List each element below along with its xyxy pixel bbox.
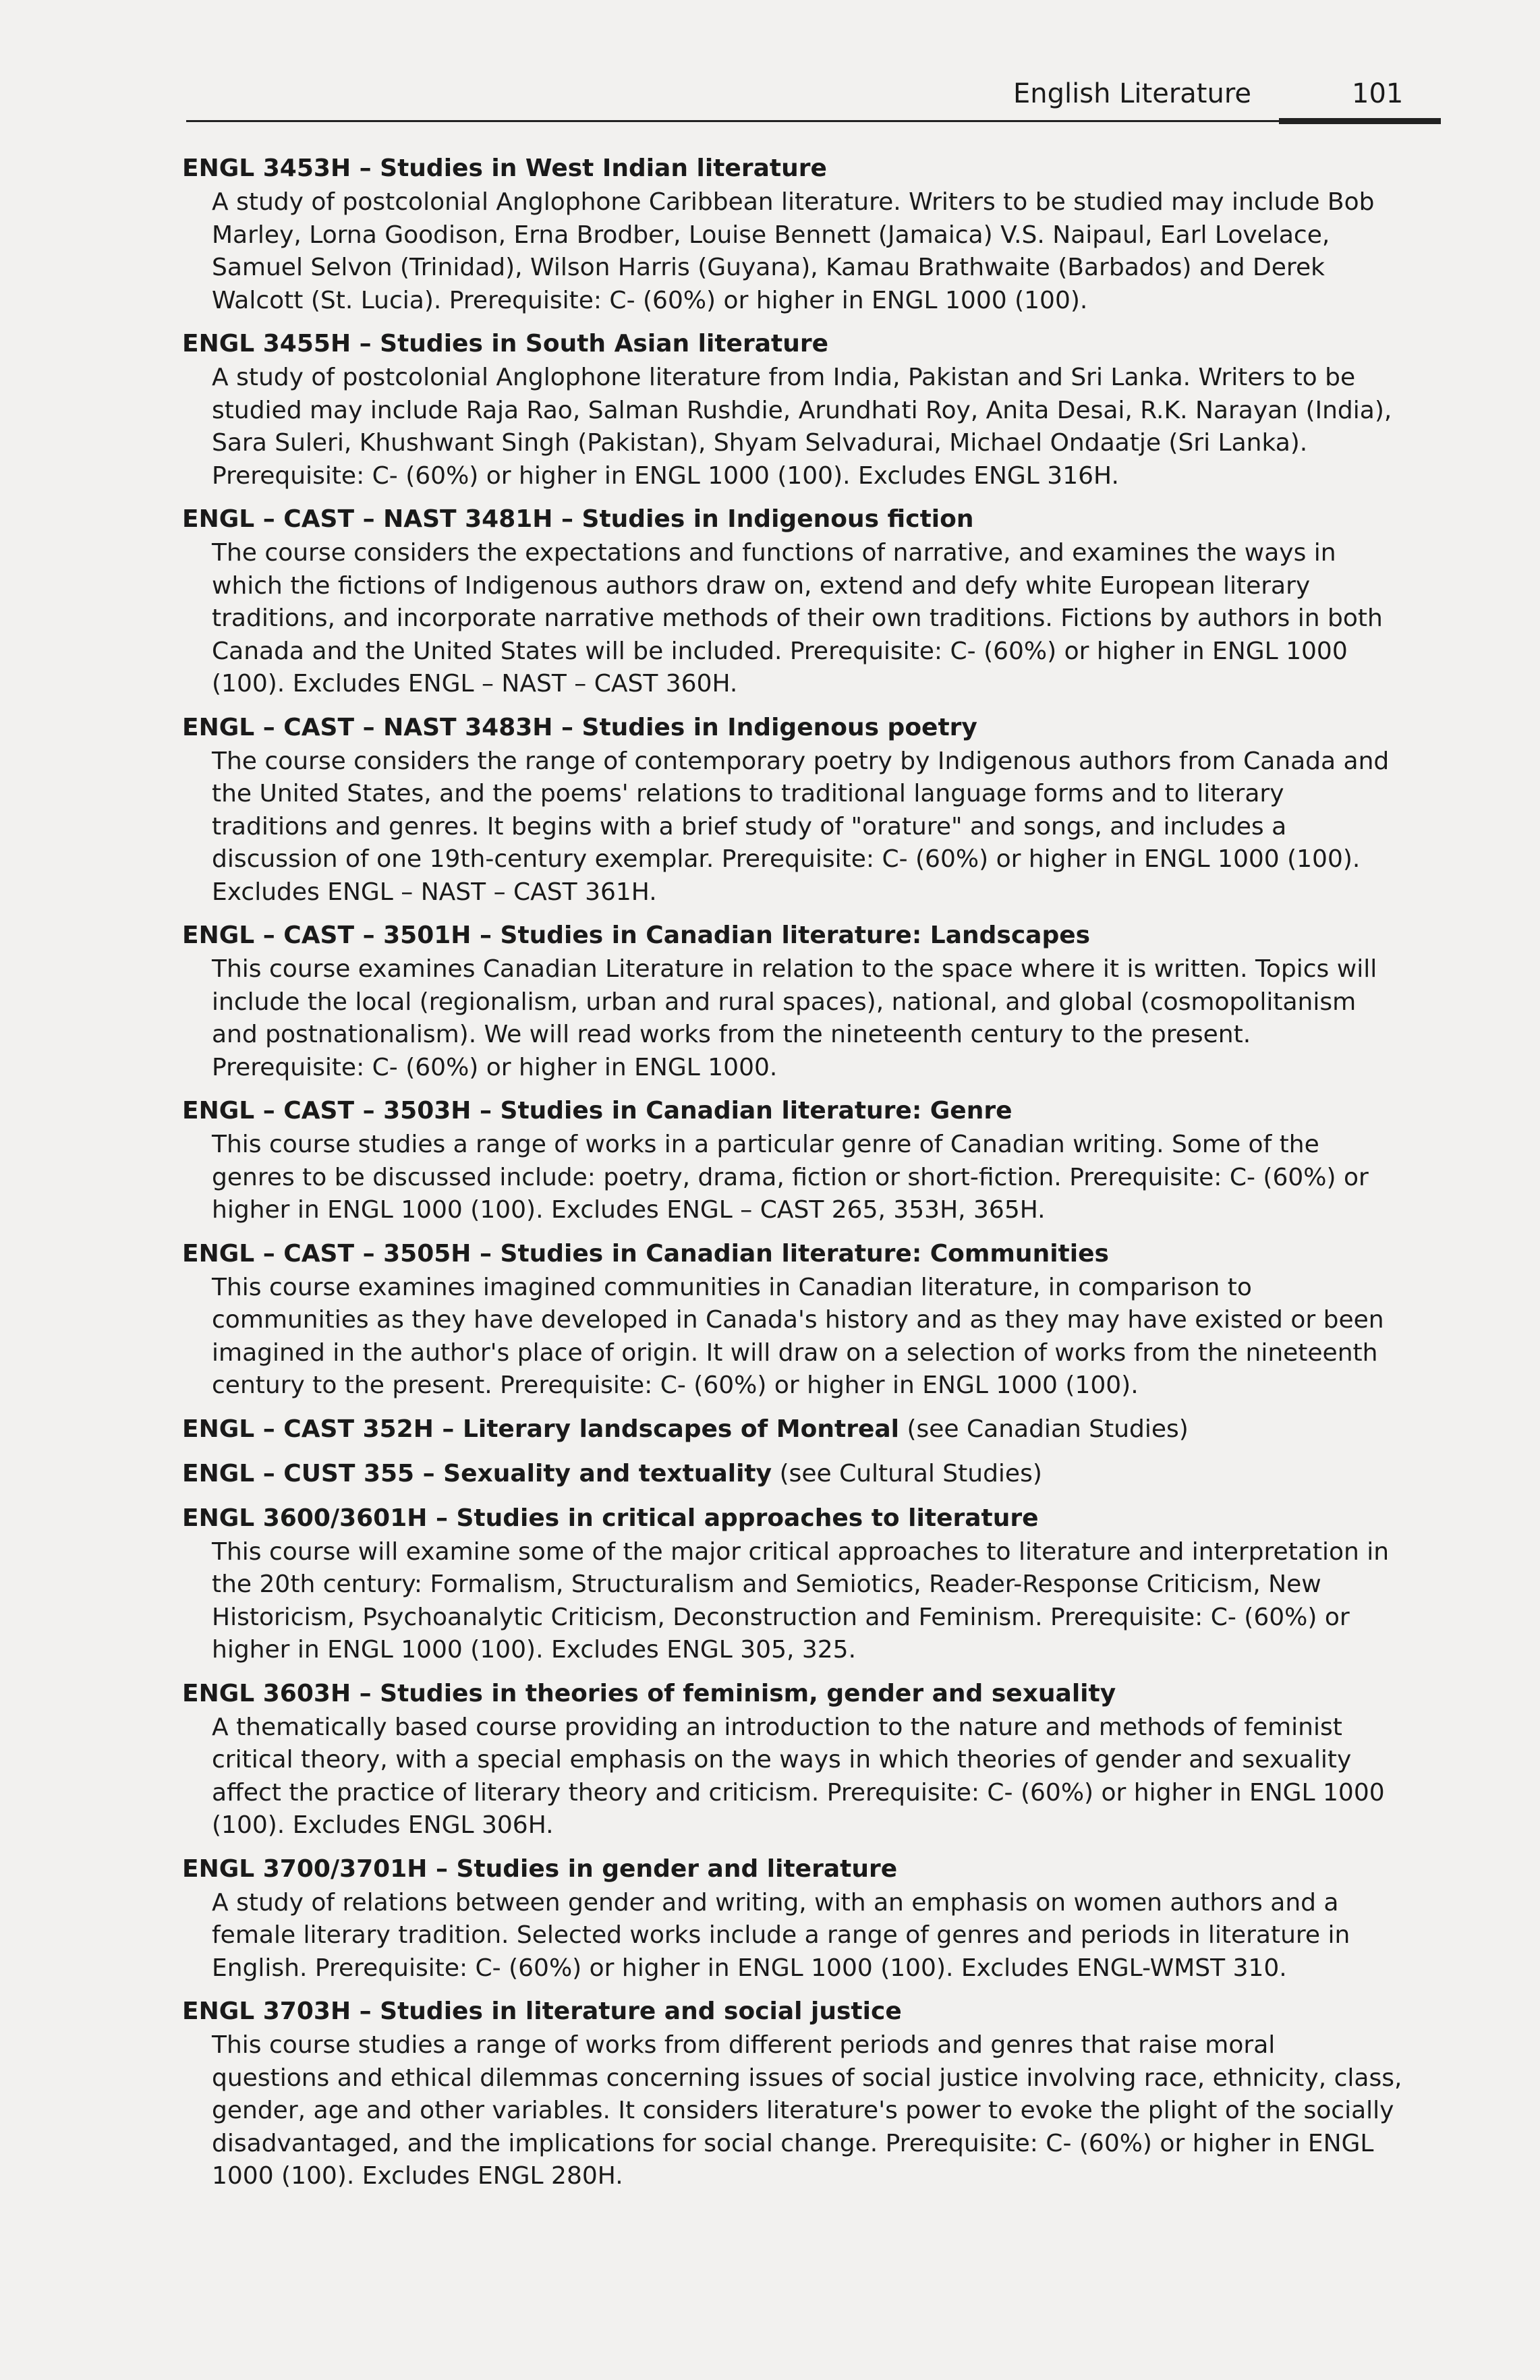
description-line: A study of postcolonial Anglophone Caribbean literature. Writers to be studied may include Bob: [212, 188, 1375, 216]
description-line: The course considers the expectations and functions of narrative, and examines the ways in: [212, 539, 1336, 567]
description-line: A study of relations between gender and writing, with an emphasis on women authors and a: [212, 1888, 1339, 1917]
course-entry: [182, 1094, 1437, 1227]
heading-separator: –: [552, 713, 582, 741]
course-code: ENGL 3600/3601H: [182, 1504, 428, 1532]
course-entry: [182, 327, 1437, 492]
course-entry: [182, 502, 1437, 701]
description-line: imagined in the author's place of origin. It will draw on a selection of works from the nineteenth: [212, 1338, 1378, 1367]
course-code: ENGL 3455H: [182, 330, 351, 358]
course-description: [212, 953, 1437, 1084]
description-line: traditions and genres. It begins with a brief study of "orature" and songs, and includes a: [212, 812, 1287, 841]
heading-separator: –: [471, 922, 501, 949]
description-line: Walcott (St. Lucia). Prerequisite: C- (60%) or higher in ENGL 1000 (100).: [212, 286, 1088, 314]
course-crossref-note: (see Canadian Studies): [907, 1415, 1189, 1443]
description-line: This course examines imagined communities in Canadian literature, in comparison to: [212, 1273, 1252, 1301]
description-line: disadvantaged, and the implications for social change. Prerequisite: C- (60%) or higher in ENGL: [212, 2129, 1374, 2157]
course-description: [212, 2029, 1437, 2193]
description-line: higher in ENGL 1000 (100). Excludes ENGL 305, 325.: [212, 1636, 857, 1664]
page-number: 101: [1352, 78, 1404, 109]
course-code: ENGL 3603H: [182, 1679, 351, 1707]
course-heading: [182, 151, 1437, 186]
course-heading: [182, 1852, 1437, 1887]
description-line: This course studies a range of works from different periods and genres that raise moral: [212, 2031, 1276, 2059]
course-name: Literary landscapes of Montreal: [462, 1415, 900, 1443]
description-line: discussion of one 19th-century exemplar. Prerequisite: C- (60%) or higher in ENGL 1000 (100).: [212, 845, 1361, 873]
description-line: century to the present. Prerequisite: C- (60%) or higher in ENGL 1000 (100).: [212, 1371, 1139, 1399]
header-rule: [186, 120, 1441, 122]
description-line: Sara Suleri, Khushwant Singh (Pakistan), Shyam Selvadurai, Michael Ondaatje (Sri Lanka).: [212, 429, 1308, 457]
heading-separator: –: [427, 1854, 457, 1883]
description-line: communities as they have developed in Canada's history and as they may have existed or been: [212, 1306, 1384, 1334]
course-description: [212, 1887, 1437, 1985]
course-entry: [182, 1994, 1437, 2193]
description-line: questions and ethical dilemmas concerning issues of social justice involving race, ethnicity, class,: [212, 2064, 1402, 2092]
course-entry: [182, 1501, 1437, 1667]
course-entry: [182, 1412, 1437, 1447]
description-line: 1000 (100). Excludes ENGL 280H.: [212, 2162, 623, 2190]
course-entry: [182, 151, 1437, 317]
heading-separator: –: [351, 1679, 380, 1707]
course-entry: [182, 1237, 1437, 1402]
heading-separator: –: [471, 1239, 501, 1268]
course-code: ENGL 3703H: [182, 1998, 351, 2025]
description-line: (100). Excludes ENGL – NAST – CAST 360H.: [212, 670, 738, 698]
course-code: ENGL 3453H: [182, 154, 351, 182]
course-entry: [182, 1852, 1437, 1985]
course-name: Studies in theories of feminism, gender and sexuality: [380, 1679, 1116, 1707]
header-rule-accent: [1279, 118, 1441, 124]
description-line: This course studies a range of works in a particular genre of Canadian writing. Some of the: [212, 1131, 1319, 1158]
course-crossref-note: (see Cultural Studies): [779, 1459, 1042, 1488]
course-heading: [182, 1501, 1437, 1536]
course-name: Studies in gender and literature: [456, 1854, 898, 1883]
description-line: (100). Excludes ENGL 306H.: [212, 1811, 554, 1839]
course-name: Studies in South Asian literature: [380, 330, 829, 358]
description-line: Prerequisite: C- (60%) or higher in ENGL 1000 (100). Excludes ENGL 316H.: [212, 461, 1119, 490]
description-line: traditions, and incorporate narrative methods of their own traditions. Fictions by authors in both: [212, 604, 1383, 632]
description-line: the 20th century: Formalism, Structuralism and Semiotics, Reader-Response Criticism, New: [212, 1570, 1321, 1598]
course-code: ENGL – CAST – 3503H: [182, 1097, 472, 1125]
course-code: ENGL – CAST 352H: [182, 1415, 434, 1443]
course-heading: [182, 1994, 1437, 2029]
description-line: This course will examine some of the major critical approaches to literature and interpretation in: [212, 1537, 1390, 1566]
description-line: include the local (regionalism, urban and rural spaces), national, and global (cosmopolitanism: [212, 988, 1357, 1016]
course-name: Studies in West Indian literature: [380, 154, 827, 182]
heading-separator: –: [351, 154, 380, 182]
course-heading: [182, 1676, 1437, 1711]
description-line: Historicism, Psychoanalytic Criticism, Deconstruction and Feminism. Prerequisite: C- (60%) or: [212, 1603, 1350, 1631]
course-heading: [182, 1237, 1437, 1272]
course-heading: [182, 1456, 1437, 1492]
description-line: Canada and the United States will be included. Prerequisite: C- (60%) or higher in ENGL 1000: [212, 637, 1348, 665]
course-entry: [182, 918, 1437, 1084]
page-header: [186, 76, 1441, 123]
course-description: [212, 1129, 1437, 1227]
description-line: Prerequisite: C- (60%) or higher in ENGL 1000.: [212, 1053, 778, 1081]
description-line: genres to be discussed include: poetry, drama, fiction or short-fiction. Prerequisite: C- (60%) or: [212, 1163, 1369, 1191]
description-line: higher in ENGL 1000 (100). Excludes ENGL – CAST 265, 353H, 365H.: [212, 1196, 1046, 1224]
course-name: Sexuality and textuality: [443, 1459, 772, 1488]
description-line: A study of postcolonial Anglophone literature from India, Pakistan and Sri Lanka. Writers to be: [212, 364, 1356, 391]
course-description: [212, 1272, 1437, 1402]
course-code: ENGL – CAST – 3505H: [182, 1239, 472, 1268]
course-entry: [182, 1676, 1437, 1842]
course-description: [212, 537, 1437, 701]
description-line: which the fictions of Indigenous authors draw on, extend and defy white European literary: [212, 571, 1311, 600]
heading-separator: –: [351, 1998, 380, 2025]
description-line: affect the practice of literary theory and criticism. Prerequisite: C- (60%) or higher in ENGL 1000: [212, 1778, 1385, 1807]
course-entry: [182, 710, 1437, 909]
heading-separator: –: [433, 1415, 463, 1443]
course-heading: [182, 502, 1437, 537]
description-line: gender, age and other variables. It considers literature's power to evoke the plight of the socially: [212, 2097, 1394, 2124]
course-name: Studies in Indigenous poetry: [581, 713, 977, 741]
course-entry: [182, 1456, 1437, 1492]
description-line: the United States, and the poems' relations to traditional language forms and to literary: [212, 780, 1284, 808]
course-description: [212, 745, 1437, 909]
course-name: Studies in Indigenous fiction: [581, 505, 974, 533]
description-line: critical theory, with a special emphasis on the ways in which theories of gender and sexuality: [212, 1746, 1352, 1774]
heading-separator: –: [552, 505, 582, 533]
course-heading: [182, 710, 1437, 745]
course-description: [212, 1711, 1437, 1842]
heading-separator: –: [427, 1504, 457, 1532]
course-heading: [182, 1094, 1437, 1129]
course-list: [182, 151, 1437, 2203]
course-heading: [182, 918, 1437, 953]
description-line: and postnationalism). We will read works from the nineteenth century to the present.: [212, 1021, 1251, 1048]
course-name: Studies in critical approaches to literature: [456, 1504, 1039, 1532]
description-line: Marley, Lorna Goodison, Erna Brodber, Louise Bennett (Jamaica) V.S. Naipaul, Earl Lovelace,: [212, 221, 1330, 249]
heading-separator: –: [471, 1097, 501, 1125]
course-code: ENGL – CAST – NAST 3481H: [182, 505, 553, 533]
description-line: The course considers the range of contemporary poetry by Indigenous authors from Canada and: [212, 747, 1390, 775]
course-code: ENGL – CAST – 3501H: [182, 922, 472, 949]
description-line: Excludes ENGL – NAST – CAST 361H.: [212, 878, 657, 906]
course-name: Studies in Canadian literature: Genre: [500, 1097, 1013, 1125]
course-description: [212, 1536, 1437, 1667]
course-name: Studies in Canadian literature: Landscapes: [500, 922, 1091, 949]
running-header-title: English Literature: [1013, 78, 1252, 109]
description-line: studied may include Raja Rao, Salman Rushdie, Arundhati Roy, Anita Desai, R.K. Narayan (India),: [212, 396, 1392, 424]
description-line: Samuel Selvon (Trinidad), Wilson Harris (Guyana), Kamau Brathwaite (Barbados) and Derek: [212, 254, 1325, 281]
course-code: ENGL 3700/3701H: [182, 1854, 428, 1883]
course-name: Studies in literature and social justice: [380, 1998, 902, 2025]
description-line: female literary tradition. Selected works include a range of genres and periods in literature in: [212, 1921, 1350, 1949]
course-description: [212, 186, 1437, 317]
course-code: ENGL – CUST 355: [182, 1459, 415, 1488]
description-line: English. Prerequisite: C- (60%) or higher in ENGL 1000 (100). Excludes ENGL-WMST 310.: [212, 1954, 1287, 1982]
course-name: Studies in Canadian literature: Communities: [500, 1239, 1109, 1268]
course-heading: [182, 327, 1437, 362]
course-description: [212, 362, 1437, 492]
description-line: This course examines Canadian Literature in relation to the space where it is written. Topics will: [212, 955, 1377, 983]
heading-separator: –: [351, 330, 380, 358]
description-line: A thematically based course providing an introduction to the nature and methods of feminist: [212, 1713, 1342, 1741]
course-heading: [182, 1412, 1437, 1447]
course-code: ENGL – CAST – NAST 3483H: [182, 713, 553, 741]
heading-separator: –: [414, 1459, 444, 1488]
